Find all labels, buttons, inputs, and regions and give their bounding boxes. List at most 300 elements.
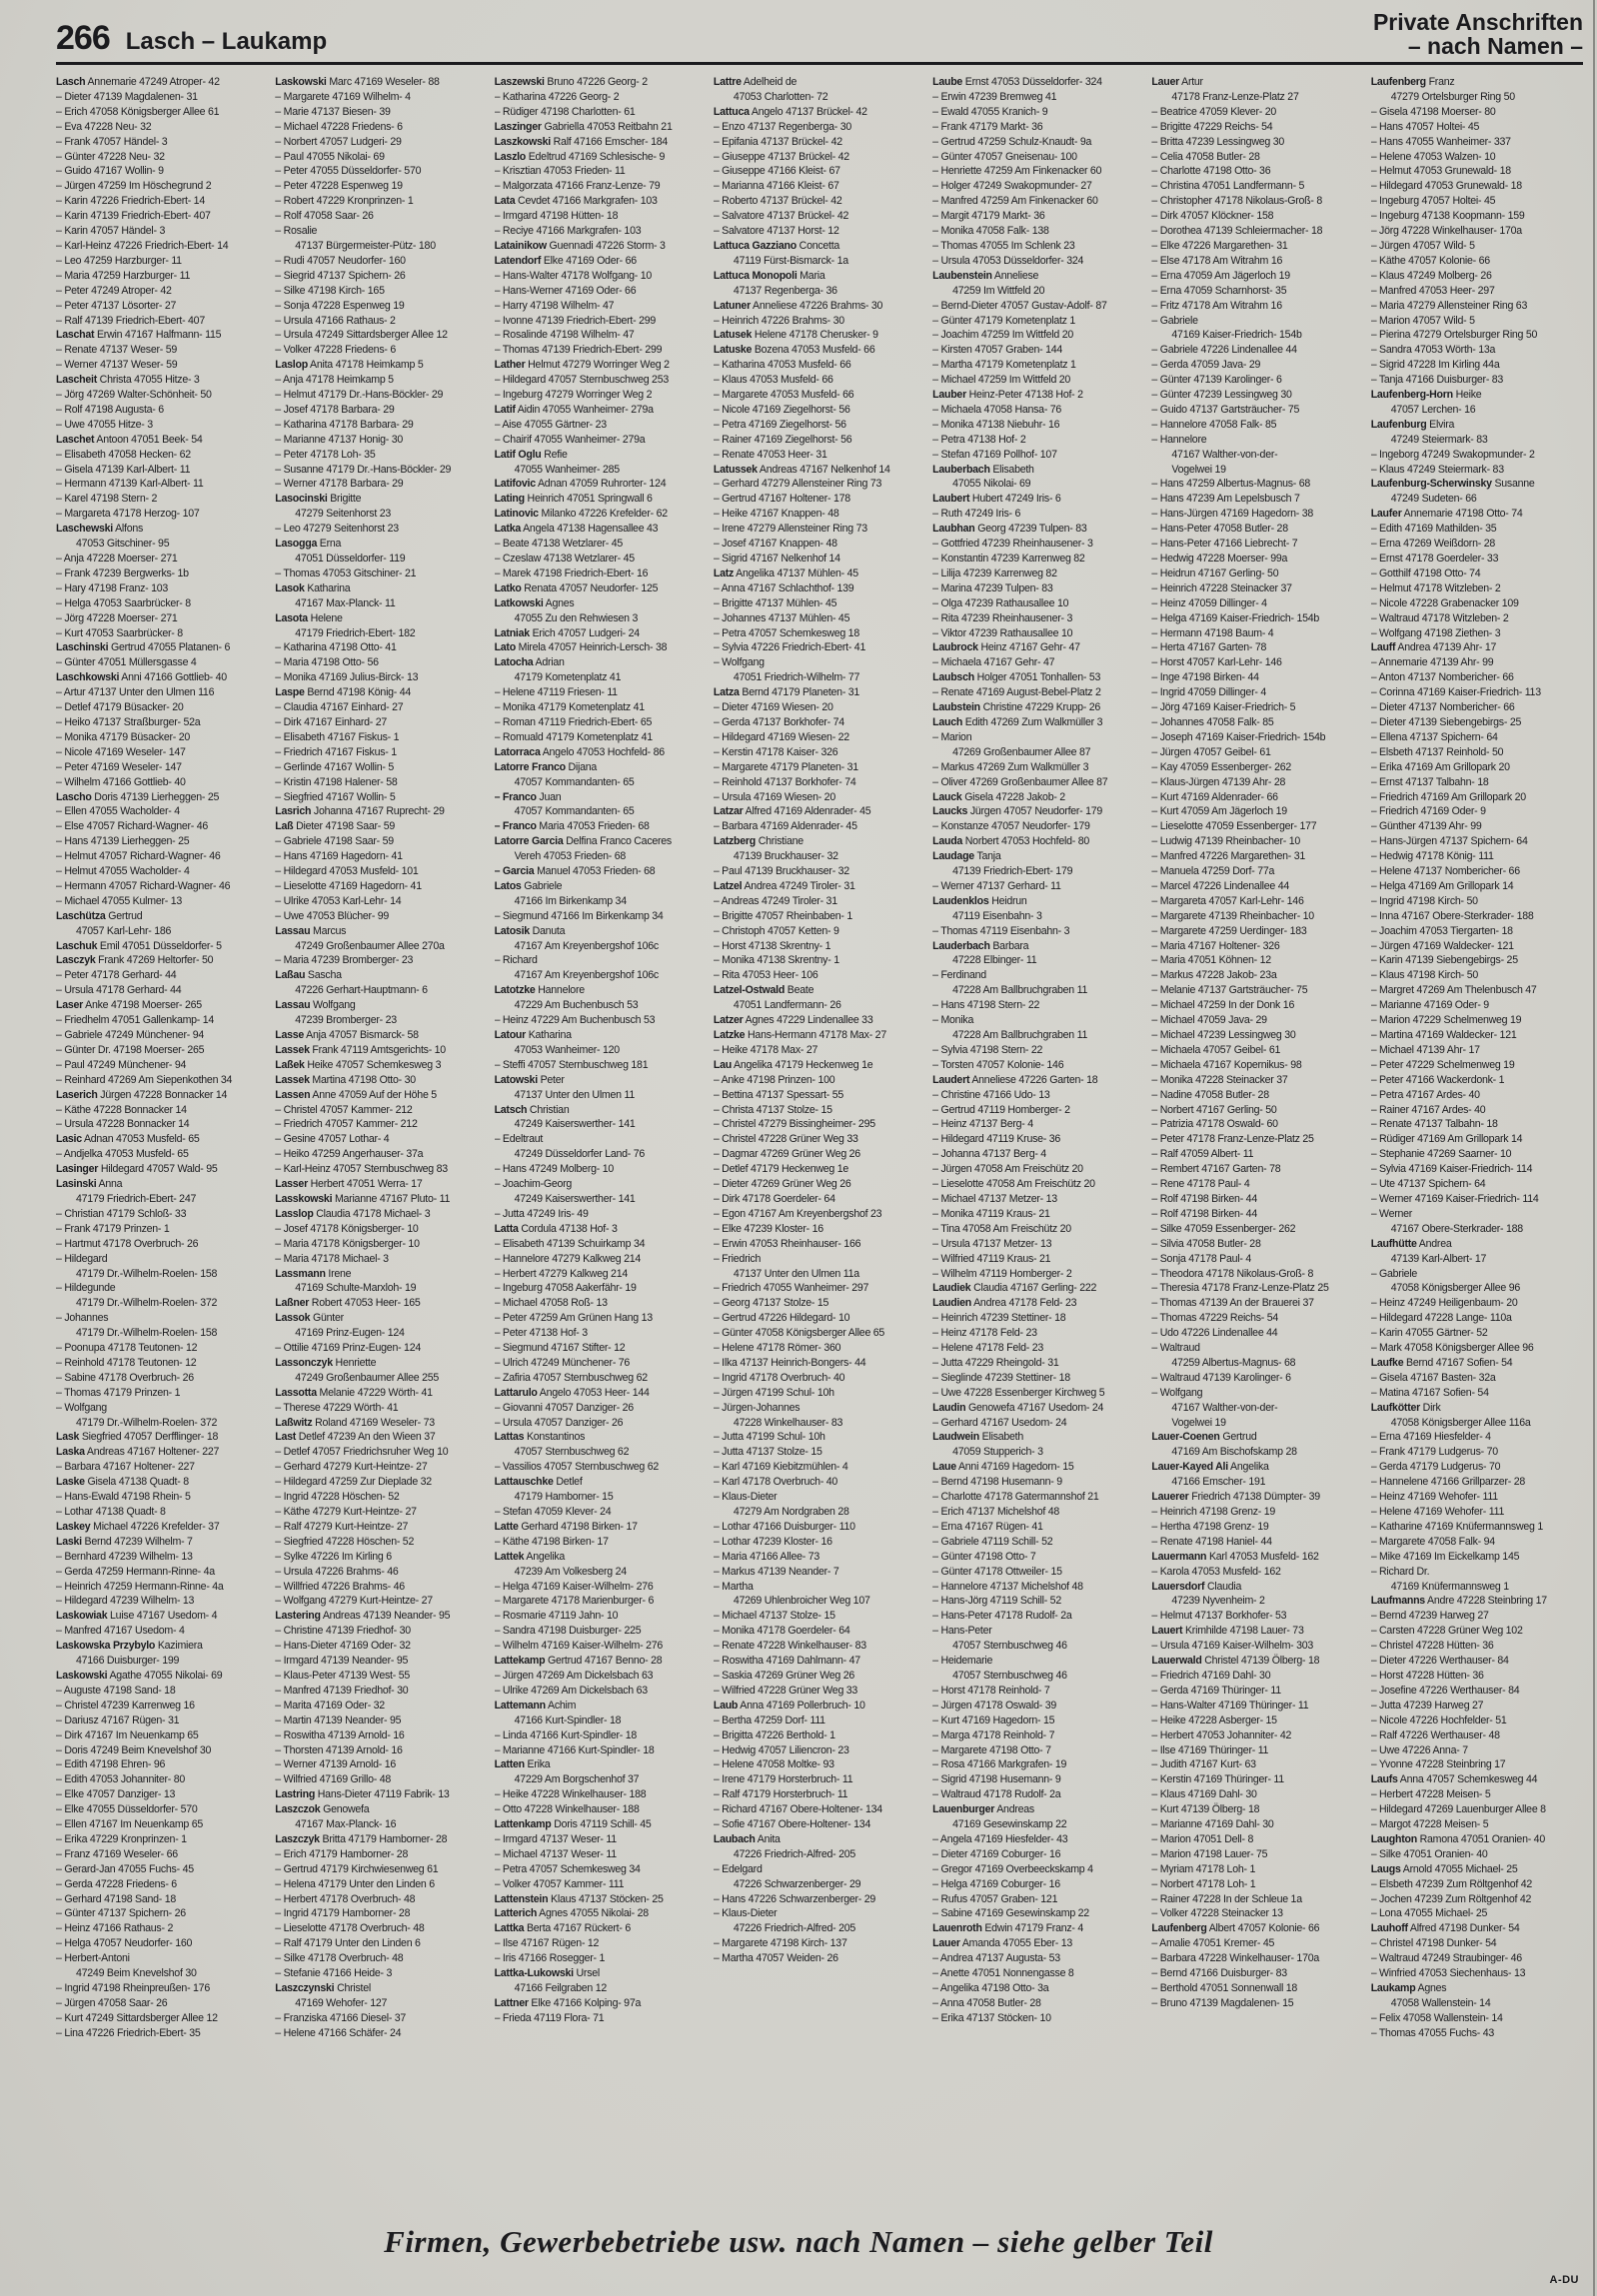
directory-line: Latte Gerhard 47198 Birken- 17 xyxy=(494,1520,638,1533)
directory-line: – Gabriele xyxy=(1151,314,1198,327)
directory-line: – Marek 47198 Friedrich-Ebert- 16 xyxy=(494,567,649,579)
page-number: 266 xyxy=(56,19,110,57)
directory-line: – Winfried 47053 Siechenhaus- 13 xyxy=(1370,1967,1526,1980)
directory-line: – Karin 47139 Friedrich-Ebert- 407 xyxy=(56,210,211,223)
directory-line: Lattekamp Gertrud 47167 Benno- 28 xyxy=(494,1655,663,1668)
directory-line: Laspe Bernd 47198 König- 44 xyxy=(275,686,412,699)
directory-line: – Karola 47053 Musfeld- 162 xyxy=(1151,1565,1281,1578)
directory-line: 47169 Knüfermannsweg 1 xyxy=(1390,1580,1509,1593)
directory-line: Latusek Helene 47178 Cherusker- 9 xyxy=(713,329,878,342)
directory-line: – Gertrud 47226 Hildegard- 10 xyxy=(713,1312,850,1325)
directory-line: – Christa 47137 Stolze- 15 xyxy=(713,1103,832,1116)
directory-line: – Maria 47178 Königsberger- 10 xyxy=(275,1237,420,1250)
directory-line: – Hans-Peter 47058 Butler- 28 xyxy=(1151,523,1288,536)
directory-line: – Stefanie 47166 Heide- 3 xyxy=(275,1967,393,1980)
directory-line: – Karl 47169 Kiebitzmühlen- 4 xyxy=(713,1461,848,1474)
directory-line: Laski Bernd 47239 Wilhelm- 7 xyxy=(56,1535,193,1548)
directory-line: – Wilhelm 47166 Gottlieb- 40 xyxy=(56,775,186,788)
directory-line: Lassotta Melanie 47229 Wörth- 41 xyxy=(275,1386,433,1399)
directory-line: – Jutta 47137 Stolze- 15 xyxy=(713,1446,822,1459)
directory-line: – Petra 47167 Ardes- 40 xyxy=(1370,1088,1480,1101)
directory-line: – Marianne 47169 Dahl- 30 xyxy=(1151,1818,1274,1831)
header-right xyxy=(1373,10,1583,58)
directory-line: – Peter 47137 Lösorter- 27 xyxy=(56,299,177,312)
directory-columns xyxy=(56,75,1583,2193)
directory-line: – Hans 47057 Holtei- 45 xyxy=(1370,120,1480,133)
directory-line: – Jürgen 47058 Saar- 26 xyxy=(56,1996,168,2009)
directory-line: 47057 Karl-Lehr- 186 xyxy=(76,924,172,937)
directory-line: – Sonja 47178 Paul- 4 xyxy=(1151,1252,1251,1265)
directory-line: – Paul 47139 Bruckhauser- 32 xyxy=(713,865,849,878)
directory-line: – Siegrid 47137 Spichern- 26 xyxy=(275,269,406,282)
directory-line: – Silke 47198 Kirch- 165 xyxy=(275,284,385,297)
directory-line: – Margareta 47178 Herzog- 107 xyxy=(56,508,200,521)
directory-line: – Felix 47058 Wallenstein- 14 xyxy=(1370,2011,1503,2024)
directory-line: – Robert 47229 Kronprinzen- 1 xyxy=(275,195,414,208)
directory-line: – Helene 47058 Moltke- 93 xyxy=(713,1758,834,1771)
directory-line: – Erika 47137 Stöcken- 10 xyxy=(932,2011,1051,2024)
directory-line: – Ingeburg 47138 Koopmann- 159 xyxy=(1370,210,1525,223)
directory-line: 47179 Dr.-Wilhelm-Roelen- 158 xyxy=(76,1327,218,1340)
footer-notice: Firmen, Gewerbebetriebe usw. nach Namen – siehe gelber Teil xyxy=(384,2224,1213,2259)
directory-line: – Uwe 47228 Essenberger Kirchweg 5 xyxy=(932,1386,1105,1399)
directory-line: – Sylvia 47226 Friedrich-Ebert- 41 xyxy=(713,641,866,654)
directory-line: 47137 Unter den Ulmen 11 xyxy=(514,1088,635,1101)
directory-line: – Enzo 47137 Regenberga- 30 xyxy=(713,120,851,133)
directory-line: 47179 Dr.-Wilhelm-Roelen- 158 xyxy=(76,1267,218,1280)
directory-line: – Peter 47178 Gerhard- 44 xyxy=(56,969,177,982)
directory-line: Lauersdorf Claudia xyxy=(1151,1580,1242,1593)
directory-line: – Ursula 47053 Düsseldorfer- 324 xyxy=(932,254,1084,267)
directory-line: 47249 Beim Knevelshof 30 xyxy=(76,1967,197,1980)
directory-line: – Michael 47058 Roß- 13 xyxy=(494,1297,608,1310)
directory-line: – Margarete 47259 Uerdinger- 183 xyxy=(1151,924,1307,937)
directory-column-1 xyxy=(56,75,268,2193)
directory-line: – Silke 47059 Essenberger- 262 xyxy=(1151,1222,1296,1235)
directory-line: Lauderbach Barbara xyxy=(932,939,1029,952)
directory-line: – Karl 47178 Overbruch- 40 xyxy=(713,1476,838,1489)
directory-line: – Ellen 47055 Wacholder- 4 xyxy=(56,805,180,818)
directory-line: Lauff Andrea 47139 Ahr- 17 xyxy=(1370,641,1497,654)
directory-line: – Günter 47239 Lessingweg 30 xyxy=(1151,389,1292,402)
directory-line: – Ingrid 47228 Höschen- 52 xyxy=(275,1491,400,1504)
directory-line: Lauber Heinz-Peter 47138 Hof- 2 xyxy=(932,389,1083,402)
directory-line: – Helga 47169 Coburger- 16 xyxy=(932,1877,1060,1890)
directory-line: – Ulrich 47249 Münchener- 76 xyxy=(494,1356,631,1369)
directory-line: 47229 Am Borgschenhof 37 xyxy=(514,1773,640,1786)
directory-line: – Marita 47169 Oder- 32 xyxy=(275,1699,385,1712)
directory-line: Laßau Sascha xyxy=(275,969,342,982)
directory-line: Latzke Hans-Hermann 47178 Max- 27 xyxy=(713,1029,886,1041)
directory-line: – Jürgen 47178 Oswald- 39 xyxy=(932,1699,1057,1712)
directory-line: Lattuca Angelo 47137 Brückel- 42 xyxy=(713,105,867,118)
directory-line: – Beate 47138 Wetzlarer- 45 xyxy=(494,538,624,551)
directory-line: – Dariusz 47167 Rügen- 31 xyxy=(56,1714,180,1726)
directory-line: Lasogga Erna xyxy=(275,538,342,551)
directory-line: – Ralf 47179 Unter den Linden 6 xyxy=(275,1937,421,1950)
directory-line: Lassau Marcus xyxy=(275,924,347,937)
directory-line: – Christel 47228 Grüner Weg 33 xyxy=(713,1133,858,1146)
directory-line: – Margarete 47178 Marienburger- 6 xyxy=(494,1595,655,1608)
directory-line: – Peter 47055 Düsseldorfer- 570 xyxy=(275,165,422,178)
directory-line: – Frank 47057 Händel- 3 xyxy=(56,135,168,148)
directory-line: – Susanne 47179 Dr.-Hans-Böckler- 29 xyxy=(275,463,452,476)
directory-line: – Katharina 47178 Barbara- 29 xyxy=(275,418,414,431)
directory-line: Latz Angelika 47137 Mühlen- 45 xyxy=(713,567,858,579)
directory-line: – Sonja 47228 Espenweg 19 xyxy=(275,299,405,312)
directory-line: – Friedrich xyxy=(713,1252,762,1265)
directory-line: Laughton Ramona 47051 Oranien- 40 xyxy=(1370,1832,1545,1845)
directory-line: Lasinski Anna xyxy=(56,1178,123,1191)
directory-line: – Erna 47269 Weißdorn- 28 xyxy=(1370,538,1495,551)
directory-line: – Kirsten 47057 Graben- 144 xyxy=(932,344,1063,357)
directory-line: – Bertha 47259 Dorf- 111 xyxy=(713,1714,825,1726)
directory-line: Laufhütte Andrea xyxy=(1370,1237,1452,1250)
directory-line: – Heike 47228 Asberger- 15 xyxy=(1151,1714,1277,1726)
directory-line: Laschewski Alfons xyxy=(56,523,144,536)
directory-line: – Ursula 47226 Brahms- 46 xyxy=(275,1565,399,1578)
directory-line: Lattauschke Detlef xyxy=(494,1476,583,1489)
directory-line: 47055 Nikolai- 69 xyxy=(952,478,1031,491)
directory-line: Lascho Doris 47139 Lierheggen- 25 xyxy=(56,790,220,803)
directory-line: – Marion xyxy=(932,730,972,743)
directory-line: – Christel 47198 Dunker- 54 xyxy=(1370,1937,1497,1950)
directory-line: – Friedrich 47169 Dahl- 30 xyxy=(1151,1669,1271,1682)
directory-line: – Ute 47137 Spichern- 64 xyxy=(1370,1178,1486,1191)
directory-line: – Malgorzata 47166 Franz-Lenze- 79 xyxy=(494,180,661,193)
directory-line: – Margarete 47139 Rheinbacher- 10 xyxy=(1151,909,1314,922)
directory-line: – Jürgen 47057 Geibel- 61 xyxy=(1151,745,1271,758)
directory-line: – Josef 47178 Barbara- 29 xyxy=(275,403,395,416)
directory-line: – Gertrud 47119 Homberger- 2 xyxy=(932,1103,1070,1116)
directory-line: – Mike 47169 Im Eickelkamp 145 xyxy=(1370,1550,1520,1563)
directory-line: Lassau Wolfgang xyxy=(275,999,356,1012)
page-edge-shadow xyxy=(1593,0,1595,2296)
directory-line: – Gertrud 47167 Holtener- 178 xyxy=(713,493,850,506)
directory-line: – Peter 47259 Am Grünen Hang 13 xyxy=(494,1312,653,1325)
directory-line: – Günter 47178 Ottweiler- 15 xyxy=(932,1565,1062,1578)
directory-line: – Erna 47059 Scharnhorst- 35 xyxy=(1151,284,1287,297)
directory-line: – Marion 47198 Lauer- 75 xyxy=(1151,1847,1268,1860)
directory-line: – Friedrich 47057 Kammer- 212 xyxy=(275,1118,418,1131)
directory-line: – Jürgen 47169 Waldecker- 121 xyxy=(1370,939,1514,952)
directory-line: – Jochen 47239 Zum Röltgenhof 42 xyxy=(1370,1892,1532,1905)
directory-line: 47169 Gesewinskamp 22 xyxy=(952,1818,1067,1831)
directory-line: – Friedrich 47167 Fiskus- 1 xyxy=(275,745,397,758)
directory-line: – Marianne 47137 Honig- 30 xyxy=(275,433,404,446)
directory-line: – Michael 47259 In der Donk 16 xyxy=(1151,999,1295,1012)
directory-line: – Hans 47198 Stern- 22 xyxy=(932,999,1040,1012)
directory-line: – Helmut 47055 Wacholder- 4 xyxy=(56,865,190,878)
directory-line: – Gabriele 47249 Münchener- 94 xyxy=(56,1029,204,1041)
directory-line: – Andjelka 47053 Musfeld- 65 xyxy=(56,1148,189,1161)
directory-line: Latif Oglu Refie xyxy=(494,448,568,461)
directory-line: – Helmut 47053 Grunewald- 18 xyxy=(1370,165,1511,178)
directory-line: – Friedrich 47169 Am Grillopark 20 xyxy=(1370,790,1526,803)
directory-line: 47051 Landfermann- 26 xyxy=(733,999,841,1012)
directory-line: – Michaela 47167 Kopernikus- 98 xyxy=(1151,1058,1302,1071)
directory-line: – Krisztian 47053 Frieden- 11 xyxy=(494,165,626,178)
directory-line: – Gerhard 47167 Usedom- 24 xyxy=(932,1416,1067,1429)
directory-line: – Christine 47139 Friedhof- 30 xyxy=(275,1625,411,1638)
directory-line: – Elke 47239 Kloster- 16 xyxy=(713,1222,823,1235)
directory-line: 47279 Ortelsburger Ring 50 xyxy=(1390,90,1515,103)
directory-line: Laudien Andrea 47178 Feld- 23 xyxy=(932,1297,1077,1310)
directory-line: – Josef 47178 Königsberger- 10 xyxy=(275,1222,419,1235)
directory-line: – Jürgen 47058 Am Freischütz 20 xyxy=(932,1163,1083,1176)
directory-line: Lauerwald Christel 47139 Ölberg- 18 xyxy=(1151,1655,1320,1668)
directory-line: – Manfred 47167 Usedom- 4 xyxy=(56,1625,185,1638)
directory-line: – Martha 47179 Kometenplatz 1 xyxy=(932,359,1076,372)
directory-line: 47167 Max-Planck- 11 xyxy=(295,596,396,609)
directory-line: – Marga 47178 Reinhold- 7 xyxy=(932,1728,1055,1741)
directory-line: – Christel 47228 Hütten- 36 xyxy=(1370,1640,1494,1653)
directory-line: Lauberbach Elisabeth xyxy=(932,463,1034,476)
directory-line: Laugs Arnold 47055 Michael- 25 xyxy=(1370,1862,1518,1875)
directory-line: – Peter 47228 Espenweg 19 xyxy=(275,180,403,193)
directory-line: Laubhan Georg 47239 Tulpen- 83 xyxy=(932,523,1087,536)
directory-line: – Rene 47178 Paul- 4 xyxy=(1151,1178,1250,1191)
directory-line: – Karin 47226 Friedrich-Ebert- 14 xyxy=(56,195,205,208)
directory-line: – Gabriele xyxy=(1370,1267,1418,1280)
directory-line: – Helga 47057 Neudorfer- 160 xyxy=(56,1937,193,1950)
directory-line: – Margarete 47053 Musfeld- 66 xyxy=(713,389,854,402)
directory-line: – Peter 47166 Wackerdonk- 1 xyxy=(1370,1073,1505,1086)
directory-line: – Helga 47169 Kaiser-Wilhelm- 276 xyxy=(494,1580,654,1593)
directory-line: Laske Gisela 47138 Quadt- 8 xyxy=(56,1476,189,1489)
directory-line: – Ursula 47169 Wiesen- 20 xyxy=(713,790,835,803)
directory-column-6 xyxy=(1151,75,1363,2193)
directory-line: – Gerda 47137 Borkhofer- 74 xyxy=(713,715,844,728)
directory-line: – Rolf 47198 Augusta- 6 xyxy=(56,403,164,416)
directory-line: 47228 Am Ballbruchgraben 11 xyxy=(952,984,1088,997)
directory-line: 47053 Charlotten- 72 xyxy=(733,90,828,103)
directory-line: 47179 Dr.-Wilhelm-Roelen- 372 xyxy=(76,1297,218,1310)
directory-line: – Margot 47228 Meisen- 5 xyxy=(1370,1818,1489,1831)
directory-line: – Erika 47169 Am Grillopark 20 xyxy=(1370,760,1510,773)
directory-line: – Karin 47055 Gärtner- 52 xyxy=(1370,1327,1488,1340)
directory-line: – Theodora 47178 Nikolaus-Groß- 8 xyxy=(1151,1267,1314,1280)
directory-line: – Friedrich 47169 Oder- 9 xyxy=(1370,805,1486,818)
directory-line: – Jürgen 47057 Wild- 5 xyxy=(1370,239,1475,252)
directory-line: – Ursula 47166 Rathaus- 2 xyxy=(275,314,396,327)
directory-line: Lassek Martina 47198 Otto- 30 xyxy=(275,1073,416,1086)
directory-line: – Maria 47198 Otto- 56 xyxy=(275,656,379,669)
directory-line: – Renate 47228 Winkelhauser- 83 xyxy=(713,1640,866,1653)
directory-line: Latorre Garcia Delfina Franco Caceres xyxy=(494,835,672,848)
directory-line: – Erwin 47239 Bremweg 41 xyxy=(932,90,1057,103)
directory-line: – Günter 47058 Königsberger Allee 65 xyxy=(713,1327,885,1340)
directory-line: – Rufus 47057 Graben- 121 xyxy=(932,1892,1058,1905)
directory-line: – Wolfgang xyxy=(1151,1386,1203,1399)
directory-line: – Ilka 47137 Heinrich-Bongers- 44 xyxy=(713,1356,866,1369)
directory-line: Laskey Michael 47226 Krefelder- 37 xyxy=(56,1520,220,1533)
directory-line: – Hildegard 47053 Grunewald- 18 xyxy=(1370,180,1522,193)
directory-line: Lattuca Monopoli Maria xyxy=(713,269,825,282)
directory-line: – Peter 47178 Franz-Lenze-Platz 25 xyxy=(1151,1133,1314,1146)
directory-line: – Elke 47226 Margarethen- 31 xyxy=(1151,239,1288,252)
directory-line: Laskowski Marc 47169 Weseler- 88 xyxy=(275,76,440,88)
directory-line: 47166 Emscher- 191 xyxy=(1171,1476,1266,1489)
directory-line: – Anja 47178 Heimkamp 5 xyxy=(275,374,394,387)
directory-line: 47167 Walther-von-der- xyxy=(1171,1401,1278,1414)
directory-line: – Marianne 47166 Kurt-Spindler- 18 xyxy=(494,1743,655,1756)
directory-line: 47179 Dr.-Wilhelm-Roelen- 372 xyxy=(76,1416,218,1429)
directory-line: – Gertrud 47259 Schulz-Knaudt- 9a xyxy=(932,135,1092,148)
directory-line: – Martha xyxy=(713,1580,754,1593)
directory-line: Lattenstein Klaus 47137 Stöcken- 25 xyxy=(494,1892,664,1905)
directory-line: – Erwin 47053 Rheinhauser- 166 xyxy=(713,1237,861,1250)
directory-line: – Elke 47057 Danziger- 13 xyxy=(56,1788,176,1801)
directory-line: Latotzke Hannelore xyxy=(494,984,585,997)
directory-line: – Gabriele 47198 Saar- 59 xyxy=(275,835,394,848)
directory-line: Lassmann Irene xyxy=(275,1267,352,1280)
directory-line: Laufmanns Andre 47228 Steinbring 17 xyxy=(1370,1595,1547,1608)
directory-line: – Gisela 47139 Karl-Albert- 11 xyxy=(56,463,191,476)
directory-line: – Rudi 47057 Neudorfer- 160 xyxy=(275,254,406,267)
directory-line: – Michael 47228 Friedens- 6 xyxy=(275,120,403,133)
directory-line: – Christina 47051 Landfermann- 5 xyxy=(1151,180,1305,193)
directory-line: – Lina 47226 Friedrich-Ebert- 35 xyxy=(56,2026,201,2039)
directory-line: – Monika 47178 Goerdeler- 64 xyxy=(713,1625,850,1638)
directory-line: – Dagmar 47269 Grüner Weg 26 xyxy=(713,1148,860,1161)
directory-line: – Helene 47053 Walzen- 10 xyxy=(1370,150,1496,163)
directory-line: Laube Ernst 47053 Düsseldorfer- 324 xyxy=(932,76,1102,88)
directory-line: – Michael 47137 Stolze- 15 xyxy=(713,1610,835,1623)
directory-line: – Giuseppe 47166 Kleist- 67 xyxy=(713,165,840,178)
directory-line: Latowski Peter xyxy=(494,1073,565,1086)
directory-line: – Joachim 47053 Tiergarten- 18 xyxy=(1370,924,1513,937)
directory-line: – Berthold 47051 Sonnenwall 18 xyxy=(1151,1982,1298,1994)
directory-line: 47057 Lerchen- 16 xyxy=(1390,403,1476,416)
directory-line: – Margarete 47179 Planeten- 31 xyxy=(713,760,858,773)
directory-line: Latko Renata 47057 Neudorfer- 125 xyxy=(494,581,659,594)
directory-line: – Georg 47137 Stolze- 15 xyxy=(713,1297,829,1310)
directory-line: Latour Katharina xyxy=(494,1029,572,1041)
directory-line: – Detlef 47179 Büsacker- 20 xyxy=(56,701,184,714)
directory-line: – Joachim-Georg xyxy=(494,1178,573,1191)
directory-line: Laudiek Claudia 47167 Gerling- 222 xyxy=(932,1282,1097,1295)
directory-line: – Hedwig 47178 König- 111 xyxy=(1370,850,1494,863)
directory-line: 47119 Eisenbahn- 3 xyxy=(952,909,1042,922)
directory-line: – Petra 47138 Hof- 2 xyxy=(932,433,1026,446)
directory-line: 47226 Schwarzenberger- 29 xyxy=(733,1877,861,1890)
directory-line: 47058 Wallenstein- 14 xyxy=(1390,1996,1491,2009)
directory-line: – Dieter 47226 Werthauser- 84 xyxy=(1370,1655,1509,1668)
directory-line: Laudage Tanja xyxy=(932,850,1001,863)
directory-line: – Karl-Heinz 47057 Sternbuschweg 83 xyxy=(275,1163,448,1176)
directory-line: Lato Mirela 47057 Heinrich-Lersch- 38 xyxy=(494,641,668,654)
directory-line: – Hans-Walter 47178 Wolfgang- 10 xyxy=(494,269,653,282)
directory-line: 47179 Kometenplatz 41 xyxy=(514,671,622,684)
directory-line: Lasslop Claudia 47178 Michael- 3 xyxy=(275,1207,431,1220)
directory-line: – Günter 47179 Kometenplatz 1 xyxy=(932,314,1076,327)
directory-line: – Jürgen 47259 Im Höschegrund 2 xyxy=(56,180,212,193)
directory-line: – Martin 47139 Neander- 95 xyxy=(275,1714,402,1726)
directory-line: Lauenroth Edwin 47179 Franz- 4 xyxy=(932,1922,1084,1935)
directory-line: – Norbert 47057 Ludgeri- 29 xyxy=(275,135,402,148)
directory-line: – Heinz 47229 Am Buchenbusch 53 xyxy=(494,1014,656,1027)
directory-line: – Helena 47179 Unter den Linden 6 xyxy=(275,1877,435,1890)
directory-line: – Uwe 47053 Blücher- 99 xyxy=(275,909,390,922)
directory-line: – Charlotte 47178 Gatermannshof 21 xyxy=(932,1491,1099,1504)
directory-line: 47279 Am Nordgraben 28 xyxy=(733,1506,849,1518)
directory-line: – Werner 47137 Gerhard- 11 xyxy=(932,879,1061,892)
directory-line: – Richard 47167 Obere-Holtener- 134 xyxy=(713,1803,882,1816)
directory-line: – Henriette 47259 Am Finkenacker 60 xyxy=(932,165,1102,178)
directory-line: 47169 Kaiser-Friedrich- 154b xyxy=(1171,329,1302,342)
directory-line: – Maria 47259 Harzburger- 11 xyxy=(56,269,191,282)
directory-line: – Hans-Peter 47178 Rudolf- 2a xyxy=(932,1610,1072,1623)
directory-line: – Klaus 47249 Steiermark- 83 xyxy=(1370,463,1504,476)
directory-line: 47249 Sudeten- 66 xyxy=(1390,493,1477,506)
directory-line: – Marion 47229 Schelmenweg 19 xyxy=(1370,1014,1522,1027)
directory-line: – Waltraud 47178 Witzleben- 2 xyxy=(1370,611,1509,624)
directory-line: – Sylvia 47169 Kaiser-Friedrich- 114 xyxy=(1370,1163,1533,1176)
directory-line: – Horst 47138 Skrentny- 1 xyxy=(713,939,831,952)
directory-line: – Monika 47228 Steinacker 37 xyxy=(1151,1073,1288,1086)
directory-line: – Erna 47169 Hiesfelder- 4 xyxy=(1370,1431,1491,1444)
directory-line: – Detlef 47057 Friedrichsruher Weg 10 xyxy=(275,1446,449,1459)
section-title-line2: – nach Namen – xyxy=(1407,33,1583,59)
directory-line: – Garcia Manuel 47053 Frieden- 68 xyxy=(494,865,656,878)
directory-line: – Christian 47179 Schloß- 33 xyxy=(56,1207,187,1220)
name-range: Lasch – Laukamp xyxy=(125,28,328,55)
directory-line: – Kay 47059 Essenberger- 262 xyxy=(1151,760,1292,773)
directory-line: – Andreas 47249 Tiroler- 31 xyxy=(713,894,837,907)
directory-line: – Ernst 47137 Talbahn- 18 xyxy=(1370,775,1489,788)
directory-line: – Poonupa 47178 Teutonen- 12 xyxy=(56,1342,198,1355)
directory-line: – Therese 47229 Wörth- 41 xyxy=(275,1401,399,1414)
directory-line: Lassek Frank 47119 Amtsgerichts- 10 xyxy=(275,1043,446,1056)
directory-line: – Volker 47228 Friedens- 6 xyxy=(275,344,396,357)
directory-line: 47179 Friedrich-Ebert- 247 xyxy=(76,1192,197,1205)
directory-line: – Brigitta 47226 Berthold- 1 xyxy=(713,1728,835,1741)
directory-line: 47137 Bürgermeister-Pütz- 180 xyxy=(295,239,436,252)
directory-line: 47057 Sternbuschweg 46 xyxy=(952,1669,1067,1682)
directory-line: Laufer Annemarie 47198 Otto- 74 xyxy=(1370,508,1523,521)
directory-line: 47166 Im Birkenkamp 34 xyxy=(514,894,627,907)
directory-line: 47179 Hamborner- 15 xyxy=(514,1491,614,1504)
directory-line: – Rainer 47167 Ardes- 40 xyxy=(1370,1103,1486,1116)
directory-column-7 xyxy=(1371,75,1583,2193)
directory-line: – Katharine 47169 Knüfermannsweg 1 xyxy=(1370,1520,1543,1533)
directory-line: Vereh 47053 Frieden- 68 xyxy=(514,850,627,863)
directory-line: – Erich 47179 Hamborner- 28 xyxy=(275,1847,409,1860)
directory-line: 47057 Sternbuschweg 46 xyxy=(952,1640,1067,1653)
directory-line: 47167 Obere-Sterkrader- 188 xyxy=(1390,1222,1523,1235)
directory-line: – Dorothea 47139 Schleiermacher- 18 xyxy=(1151,225,1323,238)
directory-line: – Michael 47239 Lessingweg 30 xyxy=(1151,1029,1296,1041)
directory-line: Latif Aidin 47055 Wanheimer- 279a xyxy=(494,403,654,416)
directory-line: – Claudia 47167 Einhard- 27 xyxy=(275,701,404,714)
directory-line: – Anke 47198 Prinzen- 100 xyxy=(713,1073,835,1086)
directory-line: – Irene 47279 Allensteiner Ring 73 xyxy=(713,523,867,536)
directory-line: – Gerhard 47279 Allensteiner Ring 73 xyxy=(713,478,882,491)
page-header xyxy=(56,9,1583,59)
directory-line: – Rolf 47198 Birken- 44 xyxy=(1151,1192,1257,1205)
directory-line: – Pierina 47279 Ortelsburger Ring 50 xyxy=(1370,329,1538,342)
directory-line: – Friedhelm 47051 Gallenkamp- 14 xyxy=(56,1014,215,1027)
directory-line: 47053 Gitschiner- 95 xyxy=(76,538,170,551)
directory-line: Laucks Jürgen 47057 Neudorfer- 179 xyxy=(932,805,1103,818)
directory-line: – Anna 47167 Schlachthof- 139 xyxy=(713,581,854,594)
directory-line: – Jürgen 47269 Am Dickelsbach 63 xyxy=(494,1669,654,1682)
directory-line: Laschinski Gertrud 47055 Platanen- 6 xyxy=(56,641,231,654)
directory-line: – Heinz 47249 Heiligenbaum- 20 xyxy=(1370,1297,1518,1310)
directory-line: – Edelgard xyxy=(713,1862,763,1875)
directory-line: – Ruth 47249 Iris- 6 xyxy=(932,508,1021,521)
